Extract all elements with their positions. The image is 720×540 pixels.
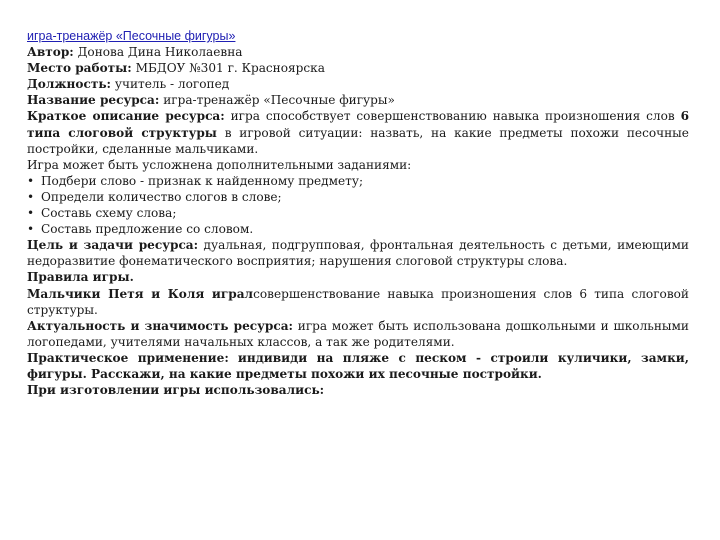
list-item-text: Составь предложение со словом. xyxy=(41,222,254,237)
resource-name-line xyxy=(27,92,689,108)
made-with-text: При изготовлении игры использовались: xyxy=(27,383,325,398)
rules-heading-text: Правила игры. xyxy=(27,270,134,285)
bullet-mark: • xyxy=(27,173,35,188)
title-link[interactable]: игра-тренажёр «Песочные фигуры» xyxy=(27,29,236,43)
list-item xyxy=(27,221,689,237)
list-item xyxy=(27,173,689,189)
resource-name-label: Название ресурса: xyxy=(27,93,160,108)
list-item-text: Определи количество слогов в слове; xyxy=(41,189,282,204)
relevance-value: игра может быть использована дошкольными и школьными логопедами, учителями начальных классов, а так же родителями. xyxy=(27,318,689,349)
rules-paragraph xyxy=(27,286,689,318)
goals-value: дуальная, подгрупповая, фронтальная деятельность с детьми, имеющими недоразвитие фонематического восприятия; нарушения слоговой структуры слова. xyxy=(27,238,689,269)
practical-label: Практическое применение: xyxy=(27,350,229,365)
short-desc-text2: в игровой ситуации: назвать, на какие предметы похожи песочные постройки, сделанные мальчиками. xyxy=(27,125,689,156)
list-item xyxy=(27,205,689,221)
short-desc-bold: 6 типа слоговой структуры xyxy=(27,109,689,140)
rules-heading xyxy=(27,269,689,285)
extra-tasks-intro: Игра может быть усложнена дополнительными заданиями: xyxy=(27,157,412,172)
goals-paragraph xyxy=(27,237,689,269)
short-description xyxy=(27,108,689,156)
workplace-line xyxy=(27,60,689,76)
practical-value: индивиди на пляже с песком - строили куличики, замки, фигуры. Расскажи, на какие предметы похожи их песочные постройки. xyxy=(27,350,689,381)
relevance-paragraph xyxy=(27,318,689,350)
workplace-value: МБДОУ №301 г. Красноярска xyxy=(135,61,325,76)
bullet-mark: • xyxy=(27,189,35,204)
list-item xyxy=(27,189,689,205)
resource-name-value: игра-тренажёр «Песочные фигуры» xyxy=(163,93,395,108)
relevance-label: Актуальность и значимость ресурса: xyxy=(27,318,293,333)
list-item-text: Подбери слово - признак к найденному предмету; xyxy=(41,173,364,188)
author-value: Донова Дина Николаевна xyxy=(77,45,243,60)
bullet-mark: • xyxy=(27,222,35,237)
author-line xyxy=(27,44,689,60)
list-item-text: Составь схему слова; xyxy=(41,206,177,221)
rules-value: совершенствование навыка произношения слов 6 типа слоговой структуры. xyxy=(27,286,689,317)
short-desc-label: Краткое описание ресурса: xyxy=(27,109,225,124)
made-with-line xyxy=(27,382,689,398)
document-body xyxy=(27,28,689,398)
workplace-label: Место работы: xyxy=(27,61,132,76)
author-label: Автор: xyxy=(27,45,74,60)
short-desc-text1: игра способствует совершенствованию навыка произношения слов xyxy=(230,109,675,124)
position-line xyxy=(27,76,689,92)
practical-paragraph xyxy=(27,350,689,382)
rules-bold: Мальчики Петя и Коля играл xyxy=(27,286,254,301)
position-label: Должность: xyxy=(27,77,112,92)
goals-label: Цель и задачи ресурса: xyxy=(27,238,199,253)
bullet-mark: • xyxy=(27,206,35,221)
position-value: учитель - логопед xyxy=(114,77,230,92)
